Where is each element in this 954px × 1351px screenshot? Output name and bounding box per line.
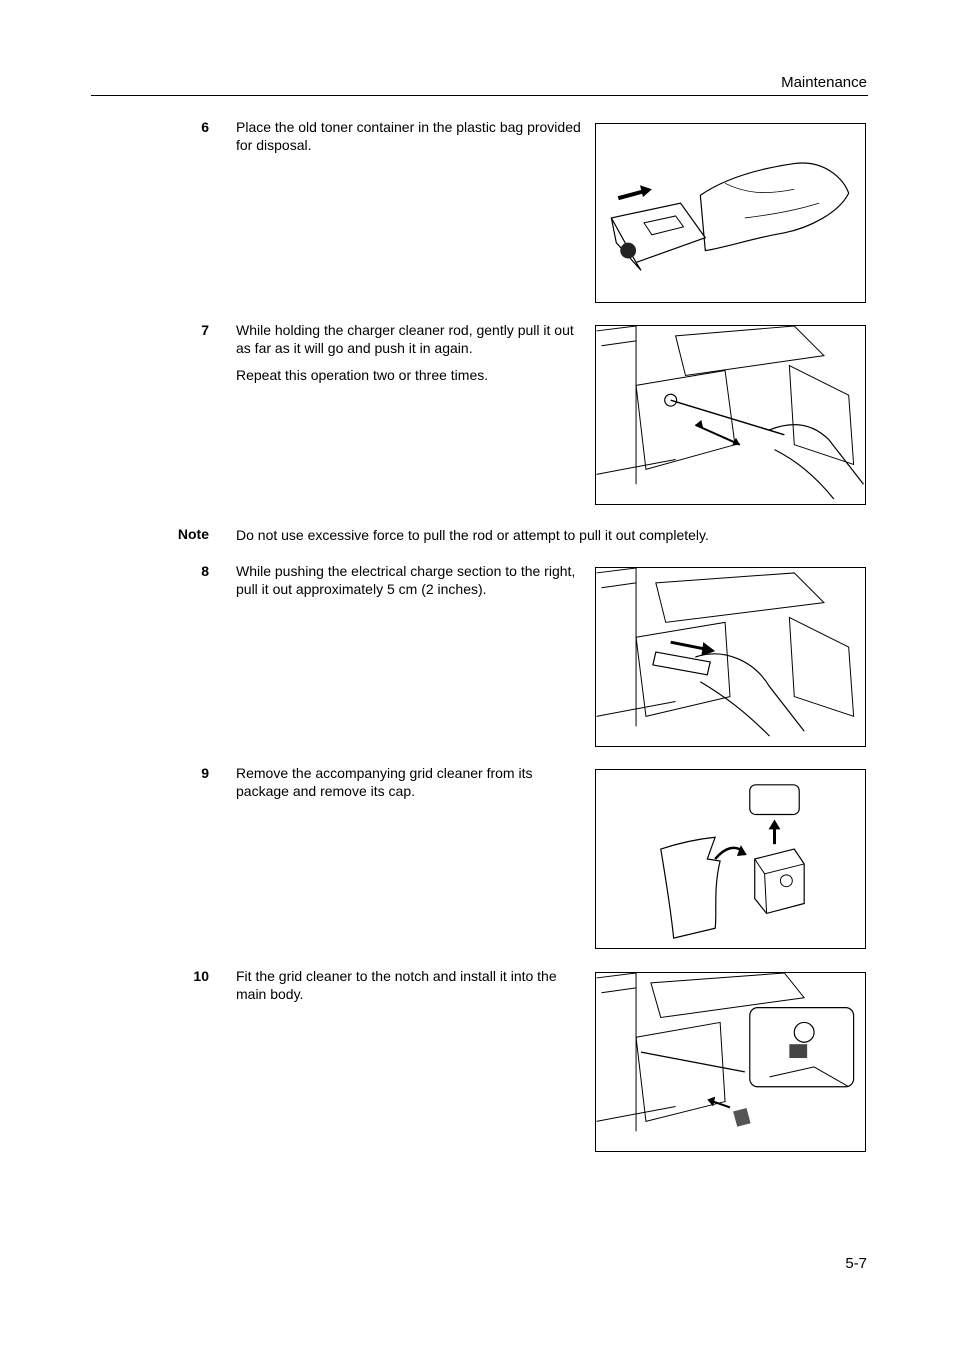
step-paragraph: Remove the accompanying grid cleaner from its package and remove its cap. xyxy=(236,765,533,799)
step-number: 8 xyxy=(201,563,209,579)
step-paragraph: Fit the grid cleaner to the notch and install it into the main body. xyxy=(236,968,557,1002)
arrow-icon xyxy=(671,642,706,649)
step-paragraph: Repeat this operation two or three times. xyxy=(236,367,489,383)
plastic-bag-illustration xyxy=(700,163,848,251)
step-paragraph: While pushing the electrical charge section to the right, pull it out approximately 5 cm (2 inches). xyxy=(236,563,576,597)
hand-illustration xyxy=(770,425,864,499)
step-number: 7 xyxy=(201,322,209,338)
step-paragraph: While holding the charger cleaner rod, gently pull it out as far as it will go and push it in again. xyxy=(236,322,574,356)
grid-cleaner-piece xyxy=(733,1108,750,1127)
step-text xyxy=(236,119,586,164)
step-text xyxy=(236,322,586,395)
step-number: 9 xyxy=(201,765,209,781)
figure-charger-cleaner-rod xyxy=(595,325,866,505)
note-label: Note xyxy=(177,526,209,542)
cap-illustration xyxy=(750,785,799,815)
grid-cleaner-illustration xyxy=(755,849,804,913)
step-number: 10 xyxy=(193,968,209,984)
page-number: 5-7 xyxy=(845,1255,867,1272)
figure-charge-section xyxy=(595,567,866,747)
package-illustration xyxy=(661,837,720,938)
step-text xyxy=(236,765,586,810)
note-text: Do not use excessive force to pull the rod or attempt to pull it out completely. xyxy=(236,527,709,543)
cleaner-rod xyxy=(671,400,785,435)
step-text xyxy=(236,563,586,608)
figure-toner-bag xyxy=(595,123,866,303)
arrow-icon xyxy=(618,191,644,198)
hand-illustration xyxy=(695,654,804,736)
header-rule xyxy=(91,95,868,96)
step-number: 6 xyxy=(201,119,209,135)
figure-grid-cleaner xyxy=(595,769,866,949)
step-paragraph: Place the old toner container in the plastic bag provided for disposal. xyxy=(236,119,581,153)
header-title: Maintenance xyxy=(781,74,867,91)
step-text xyxy=(236,968,586,1013)
figure-install-grid-cleaner xyxy=(595,972,866,1152)
